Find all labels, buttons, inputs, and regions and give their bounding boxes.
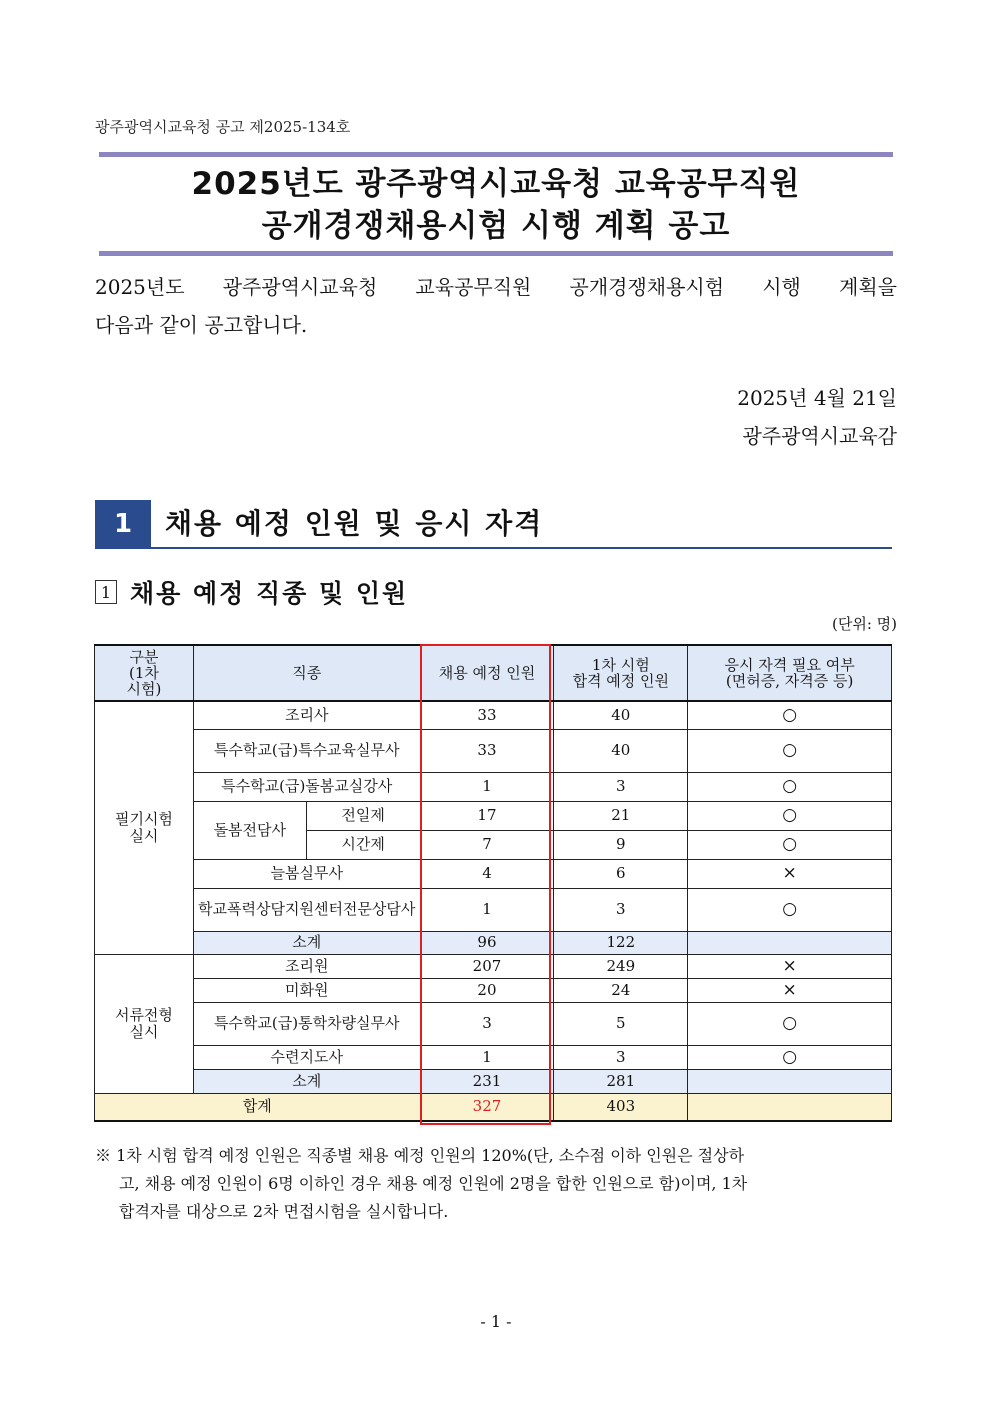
cell-job: 조리원 — [193, 954, 420, 978]
table-row — [95, 888, 892, 931]
cell-job: 시간제 — [306, 830, 420, 859]
cell-license: ○ — [688, 1002, 892, 1045]
table-row — [95, 1002, 892, 1045]
cell-job: 전일제 — [306, 801, 420, 830]
cell-pass: 122 — [554, 931, 688, 954]
cell-pass: 3 — [554, 888, 688, 931]
cell-license — [688, 1069, 892, 1093]
cell-planned: 231 — [420, 1069, 554, 1093]
cell-planned: 7 — [420, 830, 554, 859]
cell-planned: 1 — [420, 772, 554, 801]
total-label: 합계 — [95, 1093, 421, 1121]
cell-license — [688, 931, 892, 954]
cell-license: × — [688, 978, 892, 1002]
cell-license: ○ — [688, 830, 892, 859]
total-row — [95, 1093, 892, 1121]
cell-job: 학교폭력상담지원센터전문상담사 — [193, 888, 420, 931]
table-row — [95, 729, 892, 772]
cell-job: 특수학교(급)통학차량실무사 — [193, 1002, 420, 1045]
table-row — [95, 701, 892, 729]
recruitment-table — [94, 644, 892, 1122]
cell-planned: 3 — [420, 1002, 554, 1045]
table-row — [95, 1045, 892, 1069]
total-license — [688, 1093, 892, 1121]
cell-job: 특수학교(급)특수교육실무사 — [193, 729, 420, 772]
cell-job: 특수학교(급)돌봄교실강사 — [193, 772, 420, 801]
page-number: - 1 - — [480, 1312, 512, 1331]
table-row — [95, 978, 892, 1002]
header-planned: 채용 예정 인원 — [420, 645, 554, 701]
subsection-title: 채용 예정 직종 및 인원 — [130, 579, 409, 608]
header-pass: 1차 시험 합격 예정 인원 — [554, 645, 688, 701]
cell-planned: 33 — [420, 701, 554, 729]
announcement-date: 2025년 4월 21일 — [737, 386, 897, 410]
total-planned: 327 — [420, 1093, 554, 1121]
document-title-line2: 공개경쟁채용시험 시행 계획 공고 — [261, 208, 731, 244]
cell-pass: 21 — [554, 801, 688, 830]
cell-license: ○ — [688, 701, 892, 729]
section-title: 채용 예정 인원 및 응시 자격 — [165, 507, 544, 540]
cell-planned: 17 — [420, 801, 554, 830]
footnote — [95, 1142, 897, 1226]
table-row — [95, 859, 892, 888]
subsection-number: 1 — [95, 580, 117, 604]
issuer: 광주광역시교육감 — [742, 424, 897, 448]
cell-job: 소계 — [193, 931, 420, 954]
cell-pass: 5 — [554, 1002, 688, 1045]
group-document-screening: 서류전형 실시 — [95, 954, 194, 1093]
subtotal-row — [95, 931, 892, 954]
cell-license: ○ — [688, 801, 892, 830]
cell-planned: 1 — [420, 888, 554, 931]
header-license: 응시 자격 필요 여부 (면허증, 자격증 등) — [688, 645, 892, 701]
cell-pass: 9 — [554, 830, 688, 859]
title-top-rule — [99, 152, 893, 157]
cell-pass: 40 — [554, 729, 688, 772]
footnote-line2: 고, 채용 예정 인원이 6명 이하인 경우 채용 예정 인원에 2명을 합한 인원으로 함)이며, 1차 — [119, 1174, 748, 1193]
cell-job: 소계 — [193, 1069, 420, 1093]
section-rule — [95, 547, 892, 549]
document-title-line1: 2025년도 광주광역시교육청 교육공무직원 — [191, 166, 801, 202]
header-job: 직종 — [193, 645, 420, 701]
cell-license: ○ — [688, 772, 892, 801]
cell-pass: 281 — [554, 1069, 688, 1093]
intro-line2: 다음과 같이 공고합니다. — [95, 313, 308, 337]
cell-planned: 207 — [420, 954, 554, 978]
cell-job: 수련지도사 — [193, 1045, 420, 1069]
cell-planned: 96 — [420, 931, 554, 954]
cell-license: ○ — [688, 888, 892, 931]
cell-pass: 40 — [554, 701, 688, 729]
total-pass: 403 — [554, 1093, 688, 1121]
cell-planned: 4 — [420, 859, 554, 888]
cell-license: × — [688, 859, 892, 888]
header-category: 구분 (1차 시험) — [95, 645, 194, 701]
footnote-line1: ※ 1차 시험 합격 예정 인원은 직종별 채용 예정 인원의 120%(단, 소수점 이하 인원은 절상하 — [95, 1146, 745, 1165]
table-row — [95, 772, 892, 801]
table-row — [95, 954, 892, 978]
cell-license: ○ — [688, 1045, 892, 1069]
cell-job: 조리사 — [193, 701, 420, 729]
cell-pass: 249 — [554, 954, 688, 978]
table-row — [95, 801, 892, 830]
intro-line1: 2025년도 광주광역시교육청 교육공무직원 공개경쟁채용시험 시행 계획을 — [95, 275, 897, 299]
footnote-line3: 합격자를 대상으로 2차 면접시험을 실시합니다. — [119, 1202, 449, 1221]
unit-label: (단위: 명) — [832, 615, 897, 633]
subtotal-row — [95, 1069, 892, 1093]
section-number: 1 — [95, 500, 151, 548]
cell-pass: 3 — [554, 1045, 688, 1069]
cell-license: ○ — [688, 729, 892, 772]
title-bottom-rule — [99, 251, 893, 256]
group-written-exam: 필기시험 실시 — [95, 701, 194, 954]
cell-planned: 33 — [420, 729, 554, 772]
cell-job: 미화원 — [193, 978, 420, 1002]
cell-job: 늘봄실무사 — [193, 859, 420, 888]
cell-pass: 6 — [554, 859, 688, 888]
cell-license: × — [688, 954, 892, 978]
table-header-row — [95, 645, 892, 701]
notice-number: 광주광역시교육청 공고 제2025-134호 — [95, 118, 351, 136]
cell-planned: 1 — [420, 1045, 554, 1069]
cell-planned: 20 — [420, 978, 554, 1002]
cell-pass: 3 — [554, 772, 688, 801]
cell-care-group: 돌봄전담사 — [193, 801, 306, 859]
cell-pass: 24 — [554, 978, 688, 1002]
